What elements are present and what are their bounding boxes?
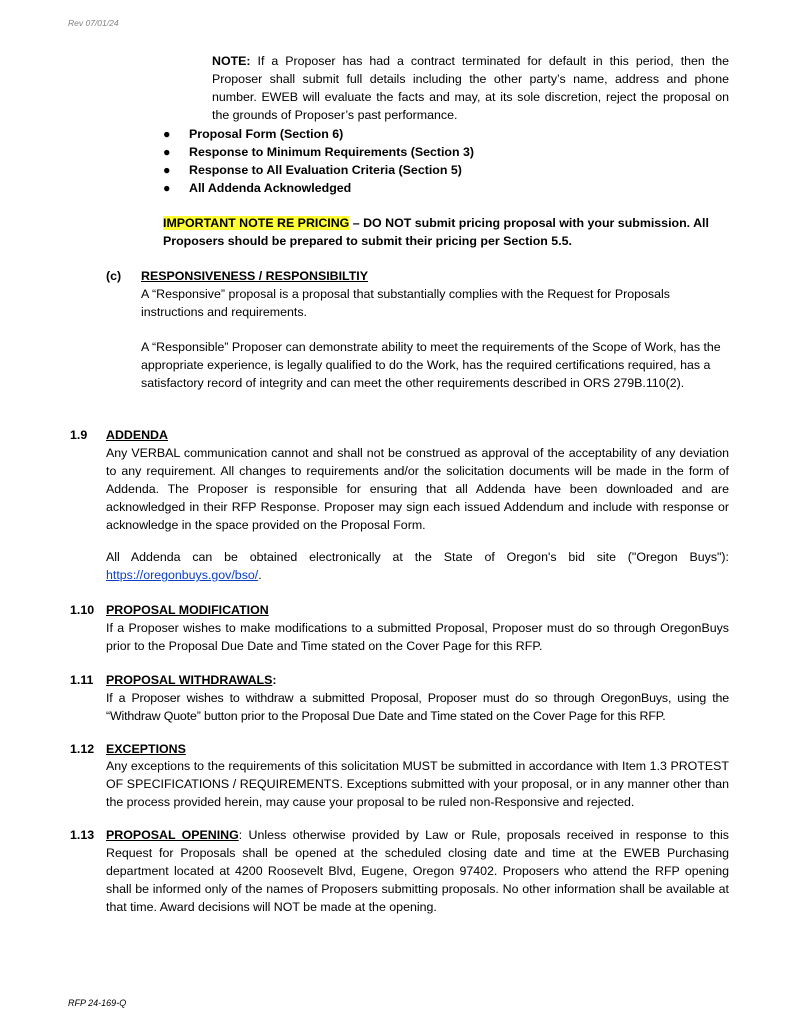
list-item: ● Proposal Form (Section 6): [163, 127, 344, 141]
section-1-10-number: 1.10: [70, 603, 95, 617]
section-1-12-number: 1.12: [70, 742, 95, 756]
section-1-13-number: 1.13: [70, 828, 95, 842]
section-1-10-body: If a Proposer wishes to make modifications to a submitted Proposal, Proposer must do so through OregonBuys prior to the Proposal Due Date and Time stated on the Cover Page for this RFP.: [106, 621, 729, 653]
section-c-number: (c): [106, 269, 122, 283]
pricing-note: [163, 214, 733, 250]
section-1-12-body: Any exceptions to the requirements of this solicitation MUST be submitted in accordance with Item 1.3 PROTEST OF SPECIFICATIONS / REQUIREMENTS. Exceptions submitted with your proposal, or in any manner other than the process provided herein, may cause your proposal to be ruled non-Responsive and rejected.: [106, 759, 729, 809]
pricing-highlight: IMPORTANT NOTE RE PRICING: [163, 216, 350, 230]
section-1-9-link-line: [106, 566, 262, 584]
section-1-9-para1: Any VERBAL communication cannot and shall not be construed as approval of the acceptability of any deviation to any requirement. All changes to requirements and/or the solicitation documents will be made in the form of Addenda. The Proposer is responsible for ensuring that all Addenda have been downloaded and are acknowledged in their RFP Response. Proposer may sign each issued Addendum and include with response or acknowledge in the space provided on the Proposal Form.: [106, 446, 729, 532]
section-1-9-title: ADDENDA: [106, 428, 168, 442]
note-text: If a Proposer has had a contract terminated for default in this period, then the Proposer shall submit full details including the other party’s name, address and phone number. EWEB will evaluate the facts and may, at its sole discretion, reject the proposal on the grounds of Proposer’s past performance.: [212, 54, 729, 122]
list-item: ● All Addenda Acknowledged: [163, 181, 352, 195]
pricing-note-text: – DO NOT submit pricing proposal with your submission. All Proposers should be prepared to submit their pricing per Section 5.5.: [163, 216, 709, 248]
section-1-11-title: PROPOSAL WITHDRAWALS: [106, 673, 273, 687]
section-1-11-number: 1.11: [70, 673, 94, 687]
section-c-para1: A “Responsive” proposal is a proposal that substantially complies with the Request for Proposals instructions and requirements.: [141, 287, 670, 319]
section-c-title: RESPONSIVENESS / RESPONSIBILTIY: [141, 269, 368, 283]
bullet-icon: ●: [163, 181, 171, 195]
note-paragraph: [212, 52, 729, 124]
section-1-10-title: PROPOSAL MODIFICATION: [106, 603, 269, 617]
revision-label: Rev 07/01/24: [68, 18, 119, 28]
oregonbuys-link[interactable]: https://oregonbuys.gov/bso/: [106, 568, 259, 582]
bullet-icon: ●: [163, 163, 171, 177]
requirements-bullet-list: [163, 125, 474, 197]
section-1-12-title: EXCEPTIONS: [106, 742, 186, 756]
section-1-13-body: Request for Proposals shall be opened at the scheduled closing date and time at the EWEB Purchasing department located at 4200 Roosevelt Blvd, Eugene, Oregon 97402. Proposers who attend the RFP opening shall be informed only of the names of Proposers submitting proposals. No other information shall be available at that time. Award decisions will NOT be made at the opening.: [106, 846, 729, 914]
list-item: ● Response to All Evaluation Criteria (Section 5): [163, 163, 462, 177]
section-1-11-body: If a Proposer wishes to withdraw a submitted Proposal, Proposer must do so through OregonBuys, using the “Withdraw Quote” button prior to the Proposal Due Date and Time stated on the Cover Page for this RFP.: [106, 691, 729, 723]
footer-doc-id: RFP 24-169-Q: [68, 998, 127, 1008]
section-1-9-para2: All Addenda can be obtained electronically at the State of Oregon's bid site ("Oregon Buys"):: [106, 550, 729, 564]
list-item: ● Response to Minimum Requirements (Section 3): [163, 145, 475, 159]
bullet-icon: ●: [163, 127, 171, 141]
note-label: NOTE:: [212, 54, 251, 68]
section-c-para2: A “Responsible” Proposer can demonstrate ability to meet the requirements of the Scope of Work, has the appropriate experience, is legally qualified to do the Work, has the required certifications required, has a satisfactory record of integrity and can meet the other requirements described in ORS 279B.110(2).: [141, 340, 721, 390]
section-1-11-heading: PROPOSAL WITHDRAWALS:: [106, 673, 277, 687]
bullet-icon: ●: [163, 145, 171, 159]
section-1-9-number: 1.9: [70, 428, 88, 442]
section-1-13-title: PROPOSAL OPENING: [106, 828, 239, 842]
section-1-13-first-line: PROPOSAL OPENING: Unless otherwise provided by Law or Rule, proposals received in response to this: [106, 828, 729, 842]
link-suffix: .: [258, 568, 262, 582]
